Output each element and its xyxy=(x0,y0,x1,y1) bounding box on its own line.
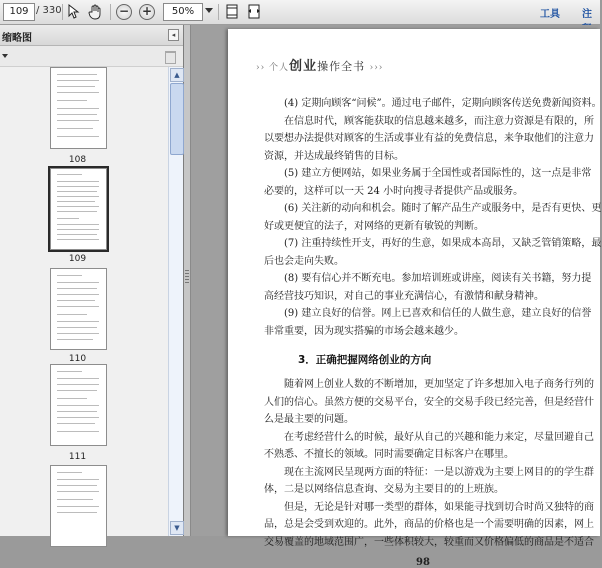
plus-icon: + xyxy=(139,4,155,20)
fit-width-button[interactable] xyxy=(246,3,262,20)
thumbnail-page[interactable] xyxy=(50,268,107,350)
tools-menu[interactable]: 工具 xyxy=(540,9,560,20)
thumbnail-page-selected[interactable] xyxy=(50,168,107,250)
text-line: (9) 建立良好的信誉。网上已喜欢和信任的人做生意，建立良好的信誉 xyxy=(284,308,592,319)
zoom-level-field[interactable]: 50% xyxy=(163,3,203,21)
toolbar-separator xyxy=(62,4,63,20)
scroll-thumb[interactable] xyxy=(170,83,184,155)
thumbnail-page[interactable] xyxy=(50,67,107,149)
text-line: (6) 关注新的动向和机会。随时了解产品生产或服务中，是否有更快、更 xyxy=(284,203,602,214)
page-number-input[interactable]: 109 xyxy=(3,3,35,21)
thumbnail-label: 111 xyxy=(68,452,87,462)
options-dropdown-icon[interactable] xyxy=(2,54,8,58)
trash-icon[interactable] xyxy=(165,51,176,64)
text-line: 资源，并达成最终销售的目标。 xyxy=(264,150,404,162)
thumbnail-label: 110 xyxy=(68,354,87,364)
thumbnail-label: 108 xyxy=(68,155,87,165)
page-total: / 330 xyxy=(36,5,62,16)
text-line: 随着网上创业人数的不断增加，更加坚定了许多想加入电子商务行列的 xyxy=(284,379,594,390)
fit-page-icon xyxy=(226,4,238,19)
text-line: 非常重要，因为现实搭骗的市场会越来越少。 xyxy=(264,325,464,337)
text-line: 但是，无论是针对哪一类型的群体，如果能寻找到切合时尚又独特的商 xyxy=(284,501,594,513)
thumbnail-page[interactable] xyxy=(50,364,107,446)
toolbar-separator xyxy=(218,4,219,20)
zoom-in-button[interactable] xyxy=(139,3,155,20)
text-line: 在信息时代，顾客能获取的信息越来越多，而注意力资源是有限的，所 xyxy=(284,115,594,127)
text-line: 必要的，这样可以一天 24 小时向搜寻者提供产品或服务。 xyxy=(264,185,524,197)
text-line: 交易覆盖的地域范围广，一些体积较大，较重而又价格偏低的商品是不适合 xyxy=(264,536,594,548)
text-line: 好或更便宜的法子，对网络的更新有敏锐的判断。 xyxy=(264,220,484,232)
running-header: ›› 个人创业操作全书 ››› xyxy=(256,59,384,74)
thumbnail-page[interactable] xyxy=(50,465,107,547)
text-line: 现在主流网民呈现两方面的特征：一是以游戏为主要上网目的的学生群 xyxy=(284,466,594,478)
text-line: 体，二是以网络信息查询、交易为主要目的的上班族。 xyxy=(264,484,504,495)
text-line: 高经营技巧知识，对自己的事业充满信心，有激情和献身精神。 xyxy=(264,290,544,302)
text-line: 不熟悉、不擅长的领域。同时需要确定目标客户在哪里。 xyxy=(264,449,514,460)
text-line: 人们的信心。虽然方便的交易平台，安全的交易手段已经完善，但是经营什 xyxy=(264,396,594,408)
text-line: (4) 定期向顾客“问候”。通过电子邮件，定期向顾客传送免费新闻资料。 xyxy=(284,98,602,109)
scroll-down-button[interactable]: ▼ xyxy=(170,521,184,535)
fit-page-button[interactable] xyxy=(224,3,240,20)
panel-splitter[interactable] xyxy=(184,25,191,536)
text-line: 在考虑经营什么的时候，最好从自己的兴趣和能力来定，尽量回避自己 xyxy=(284,431,594,443)
toolbar xyxy=(0,0,600,25)
text-line: (7) 注重持续性开支，再好的生意，如果成本高昂，又缺乏管销策略，最 xyxy=(284,238,602,249)
hand-tool-button[interactable] xyxy=(86,3,104,20)
zoom-out-button[interactable] xyxy=(116,3,132,20)
fit-width-icon xyxy=(247,4,261,19)
comment-menu[interactable]: 注 xyxy=(582,9,592,20)
section-heading: 3．正确把握网络创业的方向 xyxy=(298,354,432,366)
text-line: (5) 建立方便网站，如果业务属于全国性或者国际性的，这一点是非常 xyxy=(284,168,592,179)
hand-icon xyxy=(88,4,103,20)
text-line: 么是最主要的问题。 xyxy=(264,414,354,425)
scroll-up-button[interactable]: ▲ xyxy=(170,68,184,82)
text-line: (8) 要有信心并不断充电。参加培训班或讲座，阅读有关书籍，努力提 xyxy=(284,273,592,284)
collapse-panel-button[interactable]: ◂ xyxy=(168,29,179,41)
minus-icon: − xyxy=(116,4,132,20)
panel-options-bar xyxy=(0,46,183,67)
text-line: 以要想办法提供对顾客的生活或事业有益的免费信息，来争取他们的注意力 xyxy=(264,133,594,144)
cursor-arrow-icon xyxy=(68,4,80,19)
select-tool-button[interactable] xyxy=(66,3,82,20)
document-page xyxy=(228,29,602,568)
thumbnail-list[interactable] xyxy=(0,67,168,536)
panel-title: 缩略图 xyxy=(2,33,32,44)
text-line: 后也会走向失败。 xyxy=(264,255,344,267)
thumbnail-panel xyxy=(0,25,184,536)
page-number: 98 xyxy=(416,557,430,568)
toolbar-separator xyxy=(110,4,111,20)
text-line: 品，总是会受到欢迎的。此外，商品的价格也是一个需要明确的因素，网上 xyxy=(264,519,594,530)
thumbnail-label: 109 xyxy=(68,254,87,264)
panel-header xyxy=(0,25,183,46)
zoom-dropdown-arrow-icon[interactable] xyxy=(205,8,213,13)
document-view[interactable] xyxy=(191,25,602,568)
thumbnail-scrollbar[interactable] xyxy=(168,67,183,536)
